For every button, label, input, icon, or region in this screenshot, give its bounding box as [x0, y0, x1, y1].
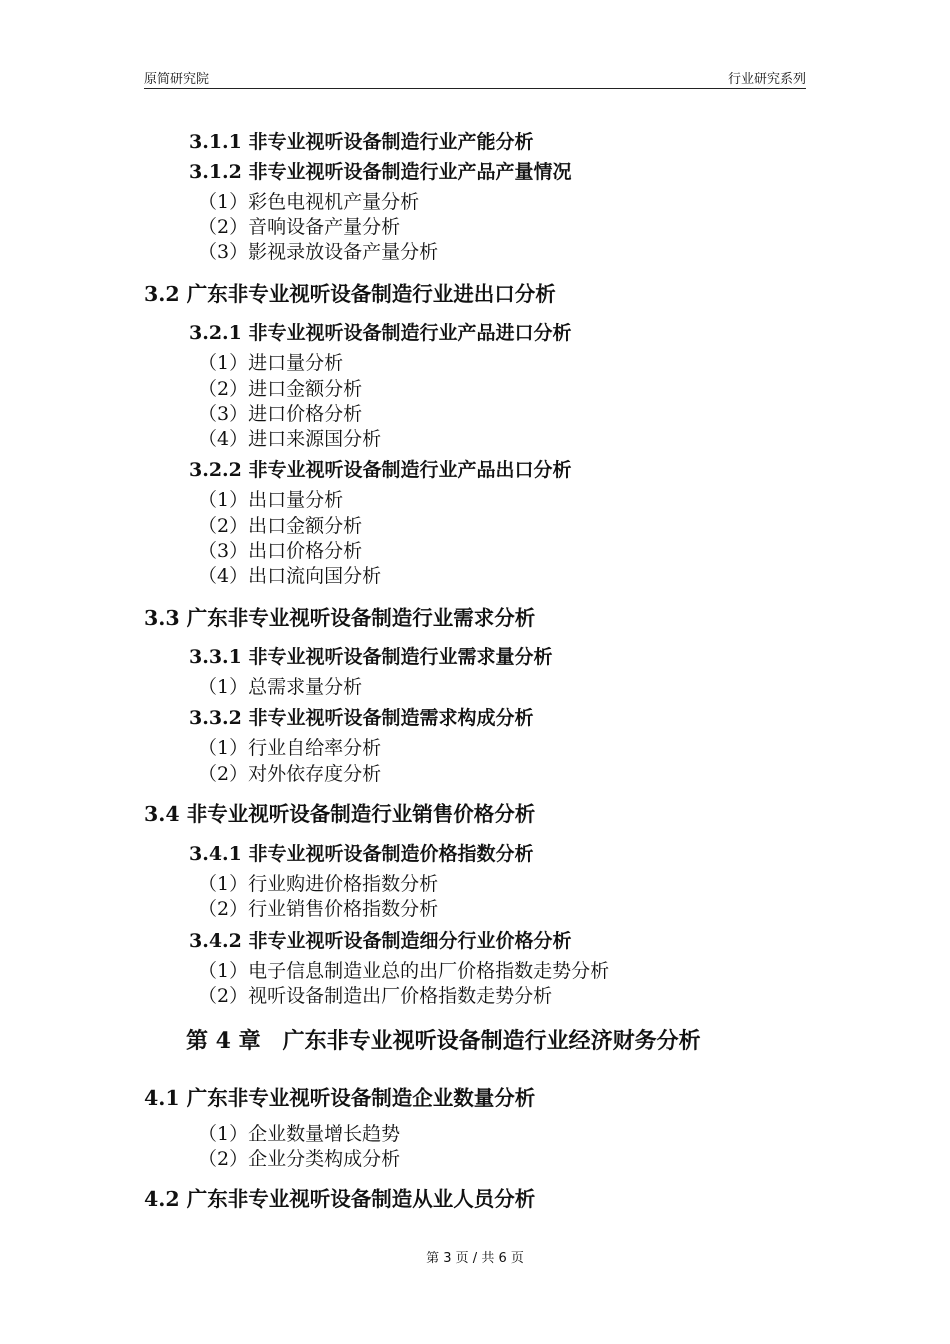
toc-line: 3.4 非专业视听设备制造行业销售价格分析	[144, 802, 536, 826]
toc-line: （2）音响设备产量分析	[198, 216, 401, 238]
toc-line: （3）影视录放设备产量分析	[198, 241, 439, 263]
toc-line: 3.3.1 非专业视听设备制造行业需求量分析	[189, 646, 553, 668]
toc-line: 3.4.2 非专业视听设备制造细分行业价格分析	[189, 930, 572, 952]
toc-line: （1）行业自给率分析	[198, 737, 382, 759]
toc-line: （2）企业分类构成分析	[198, 1148, 401, 1170]
header-org: 原简研究院	[144, 72, 210, 87]
toc-line: （2）进口金额分析	[198, 378, 363, 400]
toc-line: （2）行业销售价格指数分析	[198, 898, 439, 920]
toc-line: （1）彩色电视机产量分析	[198, 191, 420, 213]
toc-line: （1）行业购进价格指数分析	[198, 873, 439, 895]
toc-line: 3.1.2 非专业视听设备制造行业产品产量情况	[189, 161, 572, 183]
toc-line: （1）进口量分析	[198, 352, 344, 374]
toc-line: （1）总需求量分析	[198, 676, 363, 698]
toc-line: （4）出口流向国分析	[198, 565, 382, 587]
page-header	[144, 66, 806, 89]
toc-line: 4.1 广东非专业视听设备制造企业数量分析	[144, 1086, 536, 1110]
toc-line: （1）出口量分析	[198, 489, 344, 511]
toc-line: （2）出口金额分析	[198, 515, 363, 537]
toc-line: 3.1.1 非专业视听设备制造行业产能分析	[189, 131, 534, 153]
chapter-title: 第 4 章 广东非专业视听设备制造行业经济财务分析	[186, 1028, 701, 1054]
toc-line: 3.2.1 非专业视听设备制造行业产品进口分析	[189, 322, 572, 344]
toc-line: 3.2.2 非专业视听设备制造行业产品出口分析	[189, 459, 572, 481]
toc-line: 3.4.1 非专业视听设备制造价格指数分析	[189, 843, 534, 865]
toc-line: （4）进口来源国分析	[198, 428, 382, 450]
toc-line: 3.3 广东非专业视听设备制造行业需求分析	[144, 606, 536, 630]
toc-line: （2）对外依存度分析	[198, 763, 382, 785]
toc-line: （3）出口价格分析	[198, 540, 363, 562]
toc-line: （2）视听设备制造出厂价格指数走势分析	[198, 985, 553, 1007]
toc-line: （1）企业数量增长趋势	[198, 1123, 401, 1145]
toc-line: 3.2 广东非专业视听设备制造行业进出口分析	[144, 282, 556, 306]
toc-line: （1）电子信息制造业总的出厂价格指数走势分析	[198, 960, 610, 982]
header-series: 行业研究系列	[727, 72, 806, 87]
toc-line: （3）进口价格分析	[198, 403, 363, 425]
toc-line: 4.2 广东非专业视听设备制造从业人员分析	[144, 1187, 536, 1211]
page-footer: 第 3 页 / 共 6 页	[426, 1251, 524, 1266]
toc-line: 3.3.2 非专业视听设备制造需求构成分析	[189, 707, 534, 729]
